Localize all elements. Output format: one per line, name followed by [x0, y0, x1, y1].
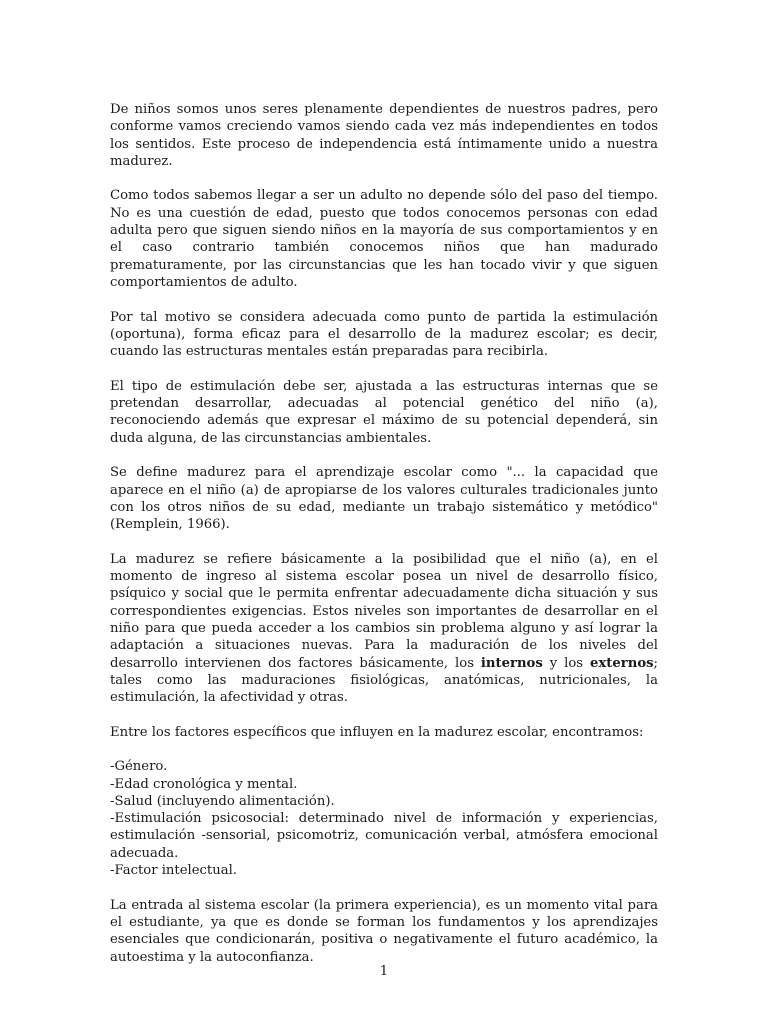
paragraph-stimulation-type [110, 378, 658, 447]
text-line: adecuada. [110, 845, 179, 861]
paragraph-adulthood [110, 187, 658, 291]
page-number: 1 [379, 964, 389, 979]
paragraph-stimulation [110, 309, 658, 361]
text-line: (oportuna), forma eficaz para el desarrollo de la madurez escolar; es decir, [110, 326, 658, 342]
factor-internos: internos [480, 655, 543, 671]
list-item-factor-intelectual: -Factor intelectual. [110, 863, 237, 879]
factors-text-mid: y los [542, 655, 591, 671]
text-line: correspondientes exigencias. Estos niveles son importantes de desarrollar en el [110, 603, 658, 619]
document-page [110, 101, 658, 983]
factors-text-pre: desarrollo intervienen dos factores básicamente, los [110, 655, 481, 671]
text-line: De niños somos unos seres plenamente dependientes de nuestros padres, pero [110, 102, 658, 117]
list-item-genero: -Género. [110, 759, 168, 775]
text-line: La madurez se refiere básicamente a la posibilidad que el niño (a), en el [110, 551, 658, 567]
text-line: estimulación, la afectividad y otras. [110, 690, 348, 706]
text-line: adaptación a situaciones nuevas. Para la maduración de los niveles del [110, 638, 658, 654]
text-line: madurez. [110, 153, 173, 169]
factors-list [110, 758, 658, 879]
text-line: Se define madurez para el aprendizaje escolar como "... la capacidad que [110, 465, 658, 481]
text-line: psíquico y social que le permita enfrentar adecuadamente dicha situación y sus [110, 586, 658, 602]
text-line-factors [110, 655, 658, 672]
text-line: estimulación -sensorial, psicomotriz, comunicación verbal, atmósfera emocional [110, 828, 658, 844]
text-line: Por tal motivo se considera adecuada como punto de partida la estimulación [110, 309, 658, 325]
factors-text-post: ; [653, 655, 658, 671]
text-line: autoestima y la autoconfianza. [110, 949, 314, 965]
word: -Salud [110, 793, 153, 809]
text-line: prematuramente, por las circunstancias que les han tocado vivir y que siguen [110, 257, 658, 273]
list-item-edad [110, 776, 658, 793]
text-line: el estudiante, ya que es donde se forman los fundamentos y los aprendizajes [110, 914, 658, 930]
word: (incluyendo [156, 793, 235, 809]
text-line: cuando las estructuras mentales están preparadas para recibirla. [110, 344, 549, 360]
word: alimentación). [239, 793, 335, 809]
list-item-estimulacion: -Estimulación psicosocial: determinado nivel de información y experiencias, [110, 811, 658, 827]
text-line: (Remplein, 1966). [110, 517, 230, 533]
text-line: niño para que pueda acceder a los cambios sin problema alguno y así lograr la [110, 620, 658, 636]
text-line: tales como las maduraciones fisiológicas, anatómicas, nutricionales, la [110, 672, 658, 688]
word: -Edad [110, 776, 149, 792]
text-line: Entre los factores específicos que influyen en la madurez escolar, encontramos: [110, 724, 644, 740]
text-line: Como todos sabemos llegar a ser un adulto no depende sólo del paso del tiempo. [110, 188, 658, 204]
text-line: momento de ingreso al sistema escolar posea un nivel de desarrollo físico, [110, 569, 658, 585]
paragraph-dependence [110, 101, 658, 170]
text-line: aparece en el niño (a) de apropiarse de los valores culturales tradicionales junto [110, 482, 658, 498]
word: cronológica [153, 776, 232, 792]
text-line: los sentidos. Este proceso de independencia está íntimamente unido a nuestra [110, 136, 658, 152]
list-item-salud [110, 793, 658, 810]
text-line: No es una cuestión de edad, puesto que todos conocemos personas con edad [110, 205, 658, 221]
paragraph-definition [110, 464, 658, 533]
text-line: con los otros niños de su edad, mediante un trabajo sistemático y metódico" [110, 499, 658, 515]
text-line: El tipo de estimulación debe ser, ajustada a las estructuras internas que se [110, 378, 658, 394]
word: y [235, 776, 243, 792]
text-line: comportamientos de adulto. [110, 274, 298, 290]
word: mental. [247, 776, 298, 792]
paragraph-maturity [110, 551, 658, 707]
text-line: La entrada al sistema escolar (la primera experiencia), es un momento vital para [110, 897, 658, 913]
text-line: reconociendo además que expresar el máximo de su potencial dependerá, sin [110, 413, 658, 429]
paragraph-school-entry [110, 897, 658, 966]
text-line: esenciales que condicionarán, positiva o negativamente el futuro académico, la [110, 932, 658, 948]
text-line: pretendan desarrollar, adecuadas al potencial genético del niño (a), [110, 396, 658, 412]
text-line: conforme vamos creciendo vamos siendo cada vez más independientes en todos [110, 119, 658, 135]
paragraph-factors-intro [110, 724, 658, 741]
text-line: adulta pero que siguen siendo niños en la mayoría de sus comportamientos y en [110, 223, 658, 239]
text-line: el caso contrario también conocemos niños que han madurado [110, 240, 658, 256]
text-line: duda alguna, de las circunstancias ambientales. [110, 430, 432, 446]
factor-externos: externos [590, 655, 654, 671]
